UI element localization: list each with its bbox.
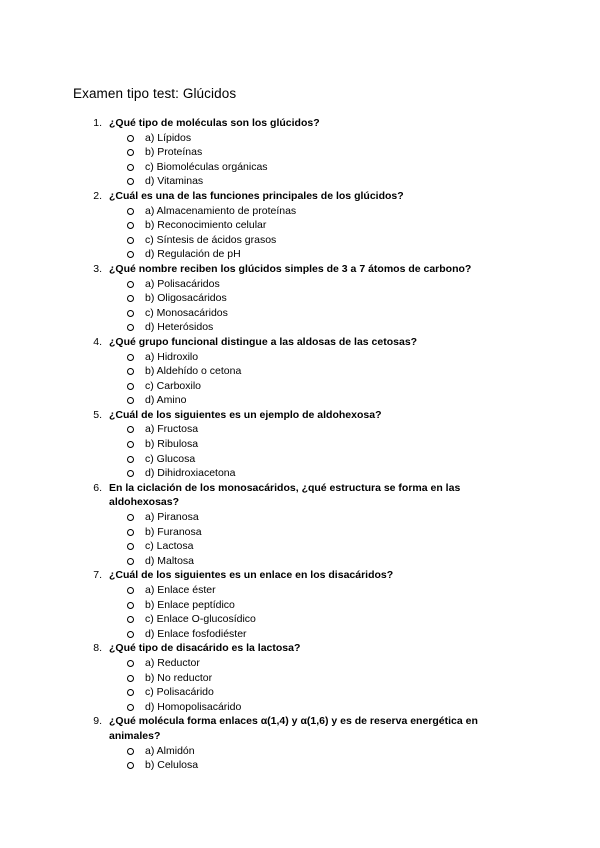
circle-bullet-icon [127, 237, 134, 244]
option-item [0, 525, 600, 540]
option-item [0, 160, 600, 175]
option-text: a) Polisacáridos [145, 277, 220, 290]
circle-bullet-icon [127, 514, 134, 521]
option-item [0, 612, 600, 627]
option-text: b) Enlace peptídico [145, 598, 235, 611]
circle-bullet-icon [127, 529, 134, 536]
option-text: c) Enlace O-glucosídico [145, 613, 256, 626]
question-number: 1. [93, 117, 102, 129]
option-text: b) Oligosacáridos [145, 292, 227, 305]
option-item [0, 685, 600, 700]
circle-bullet-icon [127, 178, 134, 185]
option-text: b) No reductor [145, 671, 213, 684]
page-title: Examen tipo test: Glúcidos [73, 86, 237, 101]
option-list [0, 204, 600, 262]
option-text: c) Biomoléculas orgánicas [145, 160, 268, 173]
option-text: a) Hidroxilo [145, 350, 199, 363]
option-item [0, 364, 600, 379]
circle-bullet-icon [127, 383, 134, 390]
circle-bullet-icon [127, 470, 134, 477]
option-text: d) Homopolisacárido [145, 700, 242, 713]
question-3 [0, 262, 600, 335]
question-1 [0, 116, 600, 189]
option-list [0, 656, 600, 714]
option-text: a) Almidón [145, 744, 195, 757]
option-item [0, 554, 600, 569]
option-item [0, 233, 600, 248]
option-text: a) Almacenamiento de proteínas [145, 204, 297, 217]
option-text: c) Glucosa [145, 452, 196, 465]
circle-bullet-icon [127, 704, 134, 711]
circle-bullet-icon [127, 295, 134, 302]
question-number: 3. [93, 262, 102, 275]
question-text: ¿Qué tipo de moléculas son los glúcidos? [109, 117, 320, 129]
circle-bullet-icon [127, 324, 134, 331]
option-text: b) Ribulosa [145, 438, 199, 451]
option-text: d) Vitaminas [145, 175, 204, 188]
option-text: a) Fructosa [145, 423, 199, 436]
question-6 [0, 481, 600, 569]
option-list [0, 510, 600, 568]
circle-bullet-icon [127, 543, 134, 550]
question-number: 9. [93, 715, 102, 728]
option-text: d) Maltosa [145, 554, 195, 567]
option-item [0, 539, 600, 554]
question-number: 4. [93, 335, 102, 348]
question-2 [0, 189, 600, 262]
circle-bullet-icon [127, 660, 134, 667]
question-7 [0, 568, 600, 641]
option-text: d) Heterósidos [145, 321, 214, 334]
option-text: b) Reconocimiento celular [145, 219, 267, 232]
question-5 [0, 408, 600, 481]
circle-bullet-icon [127, 164, 134, 171]
question-4 [0, 335, 600, 408]
option-item [0, 437, 600, 452]
option-item [0, 306, 600, 321]
option-item [0, 627, 600, 642]
question-text: ¿Qué tipo de disacárido es la lactosa? [109, 642, 301, 655]
question-number: 7. [93, 569, 102, 582]
option-text: a) Enlace éster [145, 584, 216, 596]
circle-bullet-icon [127, 631, 134, 638]
option-item [0, 174, 600, 189]
circle-bullet-icon [127, 558, 134, 565]
circle-bullet-icon [127, 354, 134, 361]
option-item [0, 598, 600, 613]
option-item [0, 744, 600, 759]
option-item [0, 393, 600, 408]
option-item [0, 204, 600, 219]
question-list [0, 116, 600, 773]
option-text: b) Aldehído o cetona [145, 365, 242, 378]
circle-bullet-icon [127, 397, 134, 404]
question-text: ¿Cuál de los siguientes es un enlace en los disacáridos? [109, 569, 394, 582]
question-number: 8. [93, 642, 102, 655]
circle-bullet-icon [127, 456, 134, 463]
option-item [0, 131, 600, 146]
circle-bullet-icon [127, 208, 134, 215]
option-text: d) Enlace fosfodiéster [145, 627, 247, 640]
option-text: b) Proteínas [145, 146, 203, 159]
circle-bullet-icon [127, 587, 134, 594]
option-list [0, 131, 600, 189]
option-item [0, 452, 600, 467]
circle-bullet-icon [127, 426, 134, 433]
circle-bullet-icon [127, 689, 134, 696]
option-item [0, 583, 600, 598]
option-item [0, 510, 600, 525]
circle-bullet-icon [127, 251, 134, 258]
option-text: d) Regulación de pH [145, 248, 241, 261]
option-text: d) Dihidroxiacetona [145, 467, 236, 480]
option-item [0, 466, 600, 481]
option-list [0, 583, 600, 641]
option-item [0, 656, 600, 671]
circle-bullet-icon [127, 281, 134, 288]
option-item [0, 700, 600, 715]
circle-bullet-icon [127, 675, 134, 682]
option-item [0, 320, 600, 335]
question-text: ¿Qué molécula forma enlaces α(1,4) y α(1,6) y es de reserva energética en animales? [109, 715, 478, 742]
option-list [0, 350, 600, 408]
question-text: ¿Cuál de los siguientes es un ejemplo de aldohexosa? [109, 408, 382, 421]
option-item [0, 422, 600, 437]
option-item [0, 145, 600, 160]
question-text: En la ciclación de los monosacáridos, ¿qué estructura se forma en las aldohexosas? [109, 481, 461, 509]
option-text: a) Reductor [145, 656, 200, 669]
circle-bullet-icon [127, 310, 134, 317]
question-number: 2. [93, 189, 102, 202]
option-item [0, 291, 600, 306]
question-text: ¿Cuál es una de las funciones principales de los glúcidos? [109, 189, 404, 202]
option-item [0, 671, 600, 686]
option-text: c) Carboxilo [145, 379, 202, 392]
option-item [0, 277, 600, 292]
option-list [0, 277, 600, 335]
option-item [0, 379, 600, 394]
question-number: 6. [93, 481, 102, 494]
option-text: a) Piranosa [145, 511, 199, 524]
circle-bullet-icon [127, 616, 134, 623]
option-list [0, 744, 600, 773]
circle-bullet-icon [127, 762, 134, 769]
question-9 [0, 714, 600, 772]
option-text: c) Monosacáridos [145, 306, 228, 319]
circle-bullet-icon [127, 222, 134, 229]
circle-bullet-icon [127, 368, 134, 375]
option-item [0, 218, 600, 233]
circle-bullet-icon [127, 748, 134, 755]
circle-bullet-icon [127, 135, 134, 142]
option-item [0, 350, 600, 365]
question-text: ¿Qué grupo funcional distingue a las aldosas de las cetosas? [109, 335, 418, 348]
option-text: b) Furanosa [145, 525, 202, 538]
option-text: c) Polisacárido [145, 686, 214, 699]
option-item [0, 758, 600, 773]
option-text: d) Amino [145, 394, 187, 407]
question-text: ¿Qué nombre reciben los glúcidos simples de 3 a 7 átomos de carbono? [109, 262, 472, 275]
option-text: c) Lactosa [145, 540, 194, 553]
option-text: a) Lípidos [145, 131, 192, 144]
option-text: c) Síntesis de ácidos grasos [145, 233, 277, 246]
question-number: 5. [93, 408, 102, 421]
circle-bullet-icon [127, 149, 134, 156]
option-list [0, 422, 600, 480]
question-8 [0, 641, 600, 714]
circle-bullet-icon [127, 602, 134, 609]
option-item [0, 247, 600, 262]
option-text: b) Celulosa [145, 759, 199, 772]
circle-bullet-icon [127, 441, 134, 448]
